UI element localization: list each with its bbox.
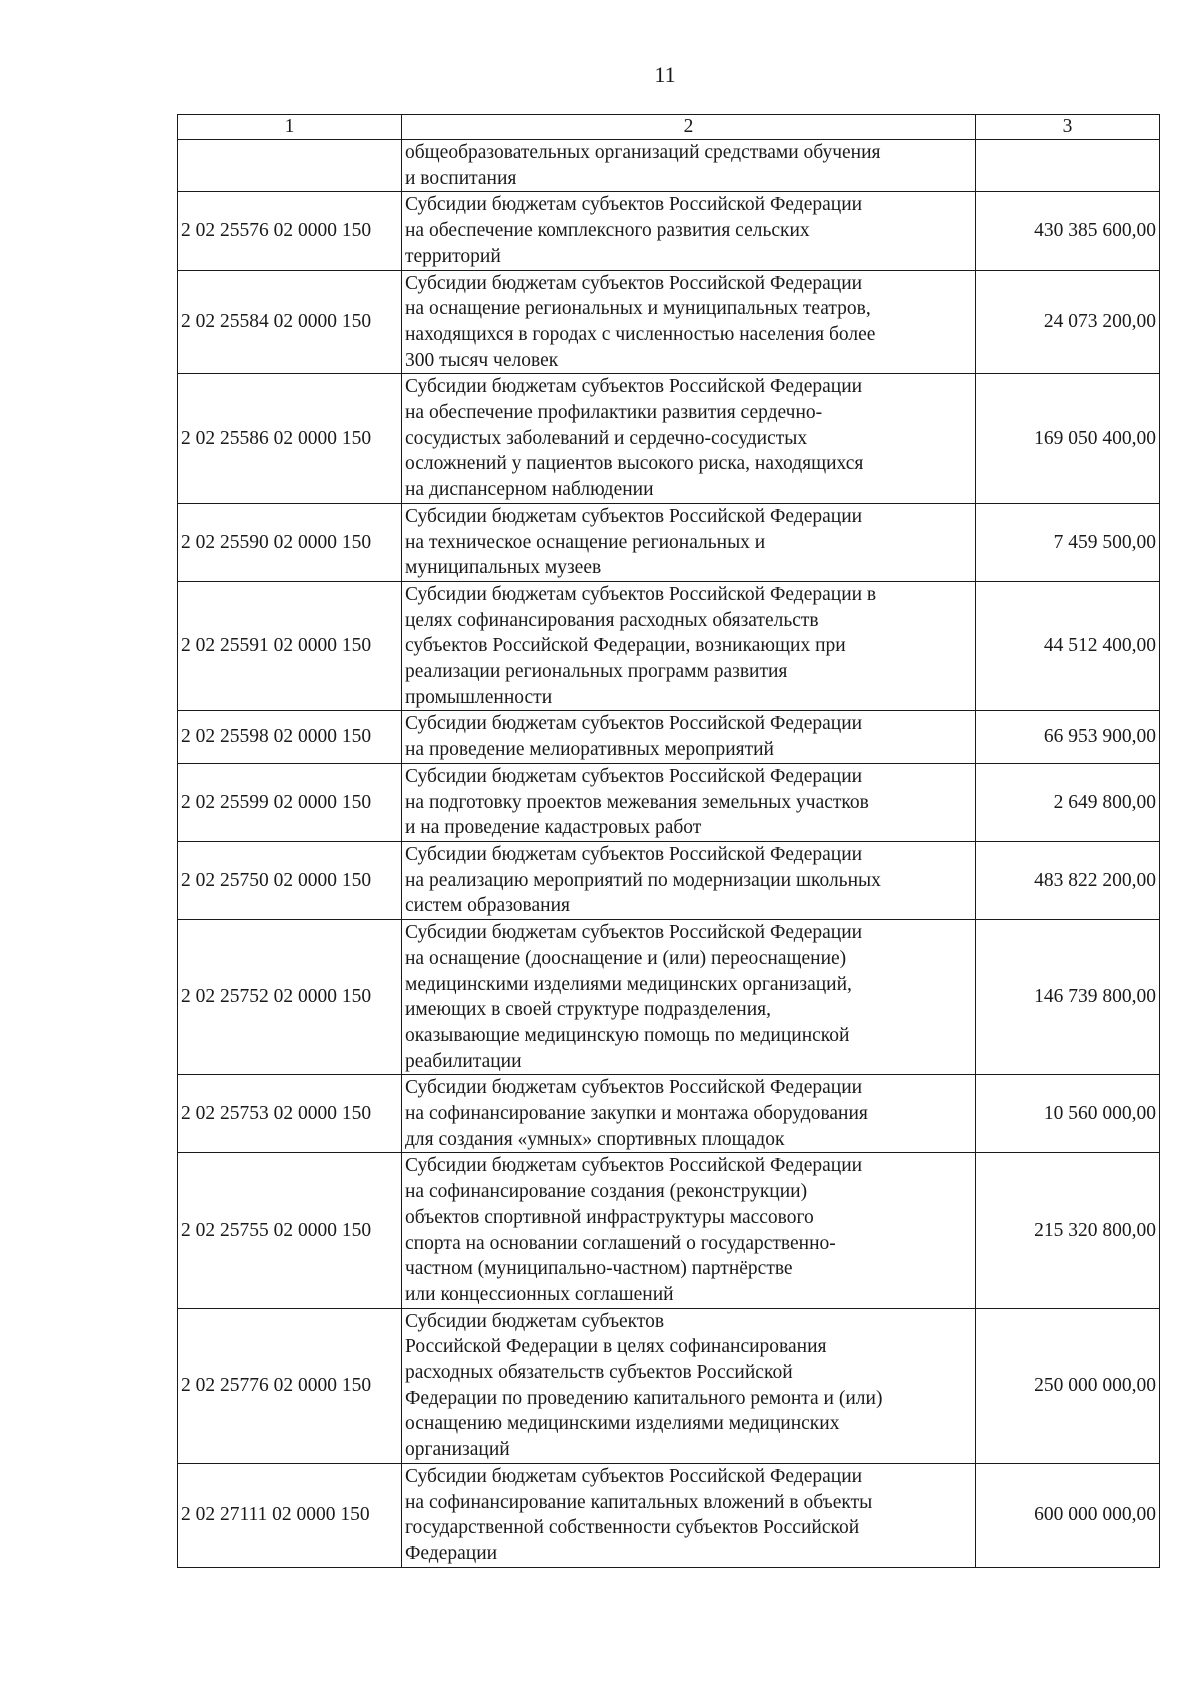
- amount-cell: 7 459 500,00: [976, 503, 1160, 581]
- description-cell: [402, 581, 976, 711]
- budget-code-cell: 2 02 25591 02 0000 150: [178, 581, 402, 711]
- description-line: целях софинансирования расходных обязательств: [405, 609, 819, 631]
- description-line: 300 тысяч человек: [405, 349, 559, 371]
- description-line: на обеспечение профилактики развития сердечно-: [405, 402, 823, 424]
- description-cell: [402, 711, 976, 763]
- description-line: и воспитания: [405, 167, 517, 189]
- table-row: [178, 374, 1160, 504]
- budget-code-cell: 2 02 25586 02 0000 150: [178, 374, 402, 504]
- description-line: находящихся в городах с численностью населения более: [405, 323, 876, 345]
- description-line: Субсидии бюджетам субъектов: [405, 1310, 665, 1332]
- column-header-amount: 3: [976, 115, 1160, 140]
- amount-cell: 44 512 400,00: [976, 581, 1160, 711]
- description-line: Российской Федерации в целях софинансирования: [405, 1336, 827, 1358]
- description-line: Субсидии бюджетам субъектов Российской Федерации: [405, 843, 863, 865]
- description-line: реализации региональных программ развития: [405, 661, 788, 683]
- description-line: Субсидии бюджетам субъектов Российской Федерации: [405, 765, 863, 787]
- budget-code-cell: 2 02 25584 02 0000 150: [178, 270, 402, 374]
- description-line: на подготовку проектов межевания земельных участков: [405, 791, 869, 813]
- column-header-description: 2: [402, 115, 976, 140]
- amount-cell: 10 560 000,00: [976, 1075, 1160, 1153]
- description-line: реабилитации: [405, 1050, 522, 1072]
- table-row: [178, 581, 1160, 711]
- description-line: Субсидии бюджетам субъектов Российской Федерации: [405, 713, 863, 735]
- description-line: Субсидии бюджетам субъектов Российской Федерации: [405, 272, 863, 294]
- table-header-row: [178, 115, 1160, 140]
- budget-code-cell: 2 02 25576 02 0000 150: [178, 192, 402, 270]
- description-line: сосудистых заболеваний и сердечно-сосудистых: [405, 427, 808, 449]
- table-row: [178, 270, 1160, 374]
- table-row: [178, 920, 1160, 1075]
- description-cell: [402, 920, 976, 1075]
- description-cell: [402, 763, 976, 841]
- description-line: на техническое оснащение региональных и: [405, 531, 766, 553]
- description-line: Субсидии бюджетам субъектов Российской Федерации: [405, 505, 863, 527]
- description-line: субъектов Российской Федерации, возникающих при: [405, 635, 846, 657]
- description-line: спорта на основании соглашений о государственно-: [405, 1232, 836, 1254]
- budget-table: [177, 114, 1160, 1568]
- description-line: муниципальных музеев: [405, 557, 602, 579]
- description-line: общеобразовательных организаций средствами обучения: [405, 142, 881, 163]
- column-header-code: 1: [178, 115, 402, 140]
- amount-cell: 24 073 200,00: [976, 270, 1160, 374]
- description-line: Субсидии бюджетам субъектов Российской Федерации в: [405, 583, 877, 605]
- description-line: Субсидии бюджетам субъектов Российской Федерации: [405, 1077, 863, 1099]
- amount-cell: 483 822 200,00: [976, 841, 1160, 919]
- table-row: [178, 140, 1160, 192]
- description-line: промышленности: [405, 686, 553, 708]
- description-line: на обеспечение комплексного развития сельских: [405, 220, 810, 242]
- table-row: [178, 503, 1160, 581]
- description-line: на диспансерном наблюдении: [405, 479, 654, 501]
- description-line: и на проведение кадастровых работ: [405, 817, 702, 839]
- amount-cell: 169 050 400,00: [976, 374, 1160, 504]
- amount-cell: 66 953 900,00: [976, 711, 1160, 763]
- description-line: на оснащение региональных и муниципальных театров,: [405, 298, 871, 320]
- description-line: оснащению медицинскими изделиями медицинских: [405, 1413, 840, 1435]
- description-line: организаций: [405, 1439, 510, 1461]
- description-line: Субсидии бюджетам субъектов Российской Федерации: [405, 376, 863, 398]
- description-line: частном (муниципально-частном) партнёрстве: [405, 1258, 793, 1280]
- description-line: на реализацию мероприятий по модернизации школьных: [405, 869, 881, 891]
- budget-code-cell: 2 02 25753 02 0000 150: [178, 1075, 402, 1153]
- description-line: на оснащение (дооснащение и (или) переоснащение): [405, 947, 847, 969]
- table-row: [178, 192, 1160, 270]
- description-cell: [402, 374, 976, 504]
- description-line: или концессионных соглашений: [405, 1283, 674, 1305]
- table-row: [178, 1308, 1160, 1463]
- description-line: Субсидии бюджетам субъектов Российской Федерации: [405, 922, 863, 944]
- description-line: на софинансирование капитальных вложений в объекты: [405, 1491, 873, 1513]
- description-line: имеющих в своей структуре подразделения,: [405, 999, 771, 1021]
- budget-code-cell: 2 02 25599 02 0000 150: [178, 763, 402, 841]
- description-cell: [402, 140, 976, 192]
- description-line: территорий: [405, 245, 501, 267]
- budget-code-cell: 2 02 25598 02 0000 150: [178, 711, 402, 763]
- description-line: Субсидии бюджетам субъектов Российской Федерации: [405, 194, 863, 216]
- description-line: государственной собственности субъектов Российской: [405, 1517, 860, 1539]
- description-line: Федерации: [405, 1542, 498, 1564]
- description-line: Федерации по проведению капитального ремонта и (или): [405, 1387, 883, 1409]
- description-line: систем образования: [405, 895, 570, 917]
- table-body: [178, 115, 1160, 1568]
- amount-cell: 215 320 800,00: [976, 1153, 1160, 1308]
- description-cell: [402, 503, 976, 581]
- amount-cell: 430 385 600,00: [976, 192, 1160, 270]
- table-row: [178, 1075, 1160, 1153]
- amount-cell: 250 000 000,00: [976, 1308, 1160, 1463]
- amount-cell: 600 000 000,00: [976, 1463, 1160, 1567]
- description-line: Субсидии бюджетам субъектов Российской Федерации: [405, 1465, 863, 1487]
- budget-code-cell: 2 02 25776 02 0000 150: [178, 1308, 402, 1463]
- description-cell: [402, 1308, 976, 1463]
- budget-code-cell: 2 02 25752 02 0000 150: [178, 920, 402, 1075]
- description-line: на софинансирование создания (реконструкции): [405, 1181, 808, 1203]
- budget-code-cell: 2 02 25750 02 0000 150: [178, 841, 402, 919]
- table-row: [178, 1153, 1160, 1308]
- page-number: 11: [654, 62, 676, 87]
- table-row: [178, 1463, 1160, 1567]
- description-line: на проведение мелиоративных мероприятий: [405, 739, 774, 761]
- table-row: [178, 841, 1160, 919]
- description-line: медицинскими изделиями медицинских организаций,: [405, 973, 852, 995]
- description-line: осложнений у пациентов высокого риска, находящихся: [405, 453, 864, 475]
- description-cell: [402, 192, 976, 270]
- budget-code-cell: 2 02 25590 02 0000 150: [178, 503, 402, 581]
- description-cell: [402, 270, 976, 374]
- amount-cell: 2 649 800,00: [976, 763, 1160, 841]
- description-line: для создания «умных» спортивных площадок: [405, 1128, 785, 1150]
- table-row: [178, 763, 1160, 841]
- description-line: Субсидии бюджетам субъектов Российской Федерации: [405, 1155, 863, 1177]
- budget-code-cell: 2 02 25755 02 0000 150: [178, 1153, 402, 1308]
- description-line: расходных обязательств субъектов Российской: [405, 1362, 793, 1384]
- amount-cell: 146 739 800,00: [976, 920, 1160, 1075]
- description-cell: [402, 1153, 976, 1308]
- budget-code-cell: [178, 140, 402, 192]
- description-cell: [402, 841, 976, 919]
- table-row: [178, 711, 1160, 763]
- amount-cell: [976, 140, 1160, 192]
- description-line: объектов спортивной инфраструктуры массового: [405, 1206, 814, 1228]
- description-cell: [402, 1463, 976, 1567]
- description-line: на софинансирование закупки и монтажа оборудования: [405, 1103, 868, 1125]
- description-line: оказывающие медицинскую помощь по медицинской: [405, 1024, 850, 1046]
- description-cell: [402, 1075, 976, 1153]
- budget-code-cell: 2 02 27111 02 0000 150: [178, 1463, 402, 1567]
